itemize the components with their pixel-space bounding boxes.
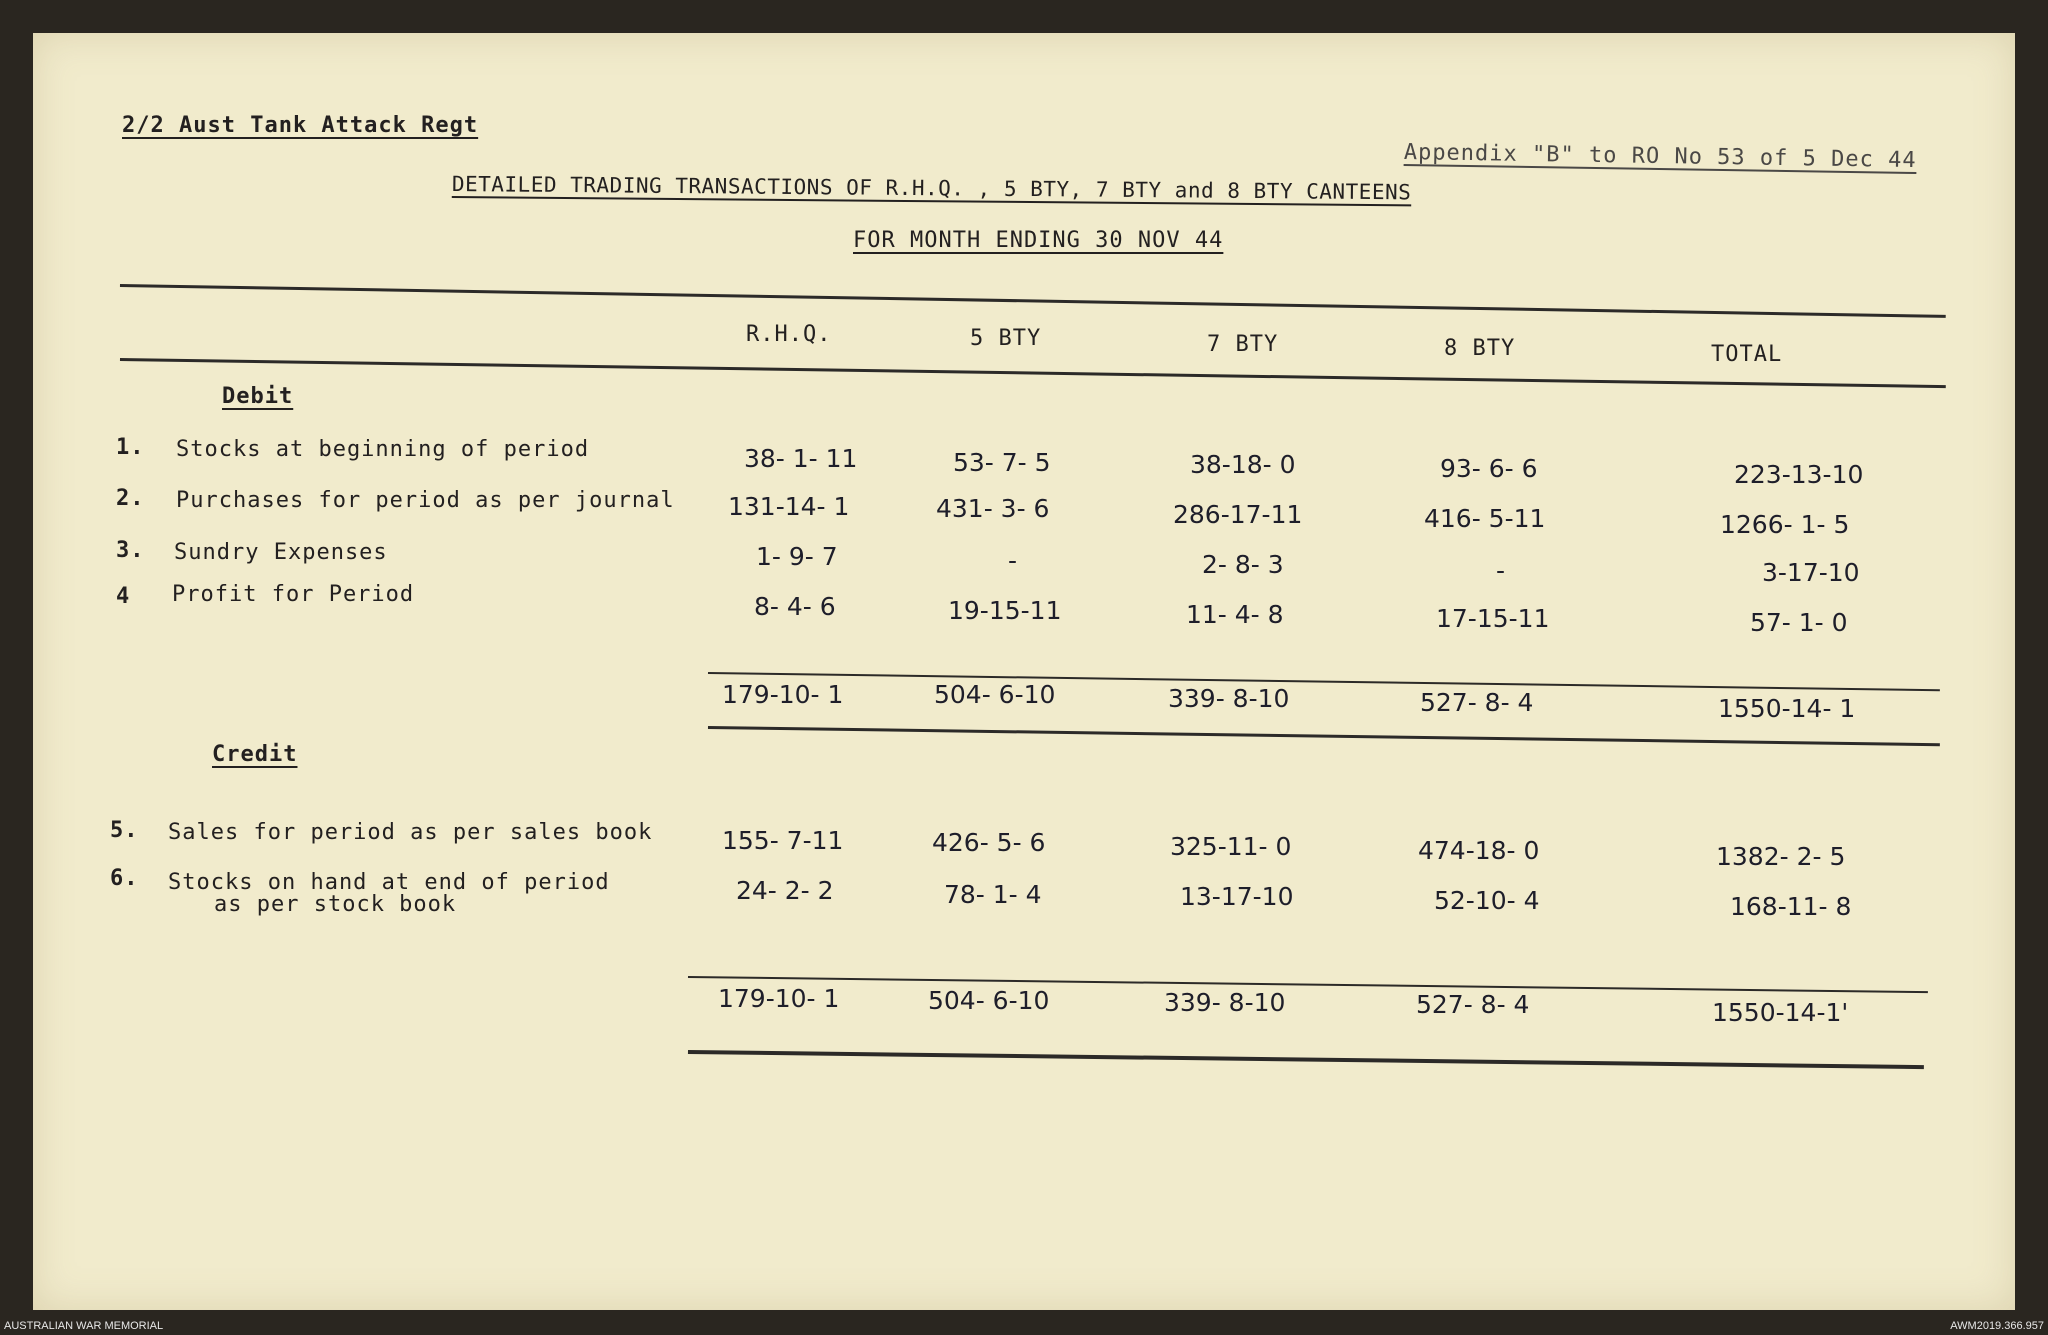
cell-value: 431- 3- 6 — [936, 494, 1050, 523]
row-label: Sundry Expenses — [174, 540, 388, 565]
cell-value: 1266- 1- 5 — [1720, 510, 1850, 539]
row-label: Sales for period as per sales book — [168, 820, 653, 845]
total-value: 527- 8- 4 — [1420, 688, 1534, 717]
cell-value: 57- 1- 0 — [1750, 608, 1848, 637]
total-value: 179-10- 1 — [718, 984, 840, 1013]
footer-accession-number: AWM2019.366.957 — [1950, 1320, 2044, 1332]
cell-value: 416- 5-11 — [1424, 504, 1546, 533]
cell-value: 24- 2- 2 — [736, 876, 834, 905]
total-value: 527- 8- 4 — [1416, 990, 1530, 1019]
column-header-total: TOTAL — [1711, 342, 1783, 367]
cell-value: 3-17-10 — [1762, 558, 1860, 587]
row-number: 1. — [116, 435, 145, 460]
cell-value: 168-11- 8 — [1730, 892, 1852, 921]
total-value: 339- 8-10 — [1164, 988, 1286, 1017]
row-label: Stocks on hand at end of period — [168, 870, 610, 895]
row-label: Stocks at beginning of period — [176, 437, 590, 462]
document-title: DETAILED TRADING TRANSACTIONS OF R.H.Q. , 5 BTY, 7 BTY and 8 BTY CANTEENS — [451, 172, 1412, 205]
cell-value: 426- 5- 6 — [932, 828, 1046, 857]
cell-value: 325-11- 0 — [1170, 832, 1292, 861]
document-page — [33, 33, 2015, 1310]
cell-value: 38- 1- 11 — [744, 444, 858, 473]
row-number: 2. — [116, 486, 145, 511]
row-label-continuation: as per stock book — [214, 892, 457, 917]
cell-value: 8- 4- 6 — [754, 592, 836, 621]
total-value: 504- 6-10 — [934, 680, 1056, 709]
cell-value: 38-18- 0 — [1190, 450, 1296, 479]
footer-credit: AUSTRALIAN WAR MEMORIAL — [4, 1320, 164, 1332]
column-header-rhq: R.H.Q. — [746, 322, 832, 347]
cell-value: 131-14- 1 — [728, 492, 850, 521]
credit-heading: Credit — [212, 742, 298, 767]
cell-value: 1- 9- 7 — [756, 542, 838, 571]
column-header-7bty: 7 BTY — [1207, 332, 1279, 357]
cell-value: 223-13-10 — [1734, 460, 1864, 489]
cell-value: - — [1496, 556, 1506, 585]
cell-value: 286-17-11 — [1173, 500, 1303, 529]
row-number: 3. — [116, 538, 145, 563]
cell-value: 155- 7-11 — [722, 826, 844, 855]
cell-value: 474-18- 0 — [1418, 836, 1540, 865]
row-number: 6. — [110, 866, 139, 891]
cell-value: 52-10- 4 — [1434, 886, 1540, 915]
total-value: 1550-14-1' — [1712, 998, 1849, 1027]
row-number: 4 — [116, 584, 131, 609]
unit-name: 2/2 Aust Tank Attack Regt — [122, 113, 479, 138]
cell-value: 53- 7- 5 — [953, 448, 1051, 477]
total-value: 504- 6-10 — [928, 986, 1050, 1015]
cell-value: 2- 8- 3 — [1202, 550, 1284, 579]
column-header-5bty: 5 BTY — [970, 326, 1042, 351]
column-header-8bty: 8 BTY — [1444, 336, 1516, 361]
debit-heading: Debit — [222, 384, 294, 409]
row-label: Profit for Period — [172, 582, 415, 607]
total-value: 1550-14- 1 — [1718, 694, 1856, 723]
cell-value: 11- 4- 8 — [1186, 600, 1284, 629]
cell-value: - — [1008, 546, 1018, 575]
cell-value: 93- 6- 6 — [1440, 454, 1538, 483]
total-value: 339- 8-10 — [1168, 684, 1290, 713]
cell-value: 17-15-11 — [1436, 604, 1550, 633]
cell-value: 1382- 2- 5 — [1716, 842, 1846, 871]
cell-value: 78- 1- 4 — [944, 880, 1042, 909]
row-number: 5. — [110, 818, 139, 843]
cell-value: 19-15-11 — [948, 596, 1062, 625]
cell-value: 13-17-10 — [1180, 882, 1294, 911]
total-value: 179-10- 1 — [722, 680, 844, 709]
appendix-reference: Appendix "B" to RO No 53 of 5 Dec 44 — [1403, 140, 1917, 174]
row-label: Purchases for period as per journal — [176, 488, 675, 513]
document-subtitle: FOR MONTH ENDING 30 NOV 44 — [853, 228, 1224, 253]
